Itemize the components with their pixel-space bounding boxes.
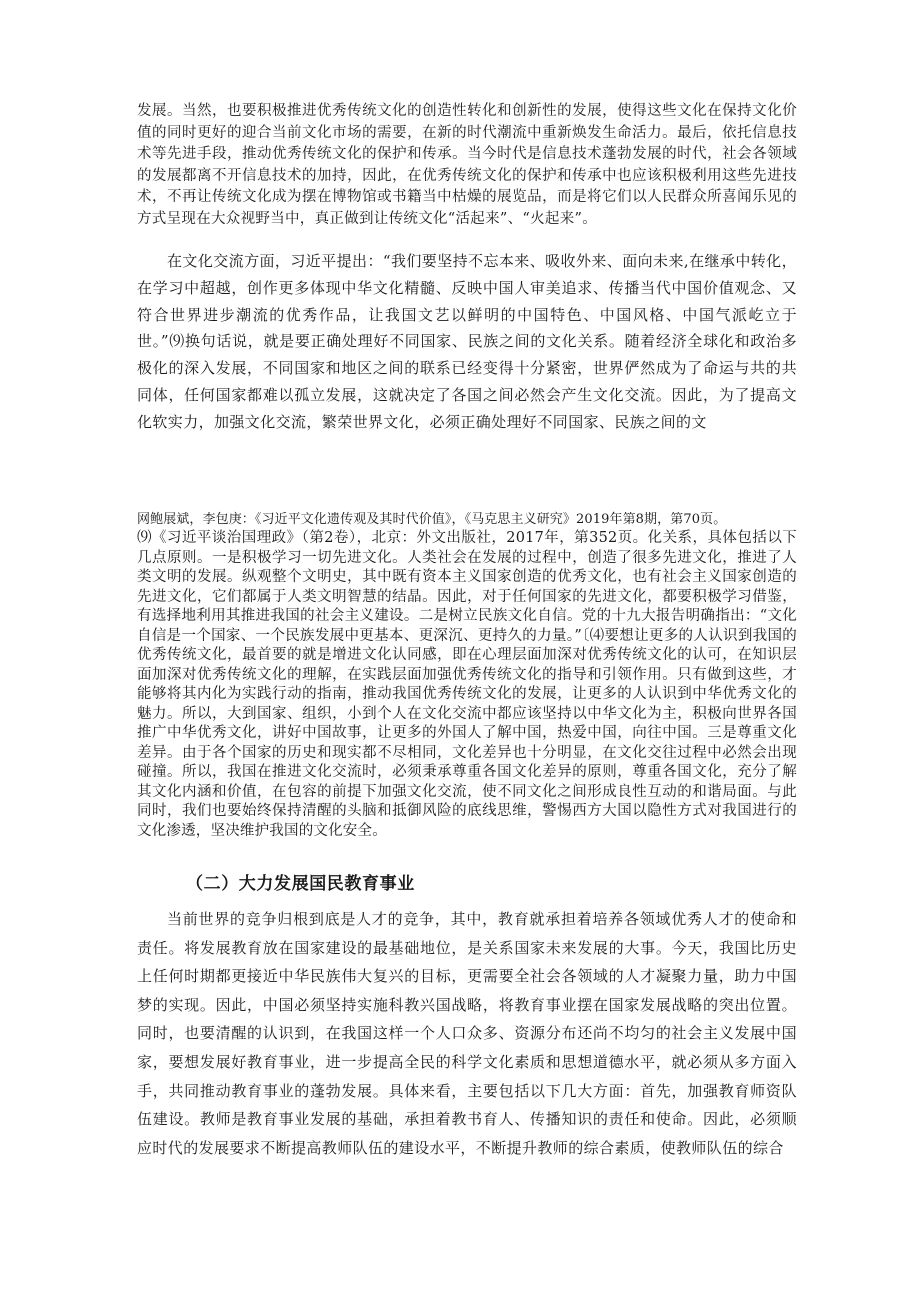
paragraph-national-education: 当前世界的竞争归根到底是人才的竞争，其中，教育就承担着培养各领域优秀人才的使命和责任。将发展教育放在国家建设的最基础地位，是关系国家未来发展的大事。今天，我国比历史上任何时期都更接近中华民族伟大复兴的目标，更需要全社会各领域的人才凝聚力量，助力中国梦的实现。因此，中国必须坚持实施科教兴国战略，将教育事业摆在国家发展战略的突出位置。同时，也要清醒的认识到，在我国这样一个人口众多、资源分布还尚不均匀的社会主义发展中国家，要想发展好教育事业，进一步提高全民的科学文化素质和思想道德水平，就必须从多方面入手，共同推动教育事业的蓬勃发展。具体来看，主要包括以下几大方面：首先，加强教育师资队伍建设。教师是教育事业发展的基础，承担着教书育人、传播知识的责任和使命。因此，必须顺应时代的发展要求不断提高教师队伍的建设水平，不断提升教师的综合素质，使教师队伍的综合 [137, 910, 797, 1157]
paragraph-traditional-culture-conclusion: 发展。当然，也要积极推进优秀传统文化的创造性转化和创新性的发展，使得这些文化在保持文化价值的同时更好的迎合当前文化市场的需要，在新的时代潮流中重新焕发生命活力。最后，依托信息技术等先进手段，推动优秀传统文化的保护和传承。当今时代是信息技术蓬勃发展的时代，社会各领域的发展都离不开信息技术的加持，因此，在优秀传统文化的保护和传承中也应该积极利用这些先进技术，不再让传统文化成为摆在博物馆或书籍当中枯燥的展览品，而是将它们以人民群众所喜闻乐见的方式呈现在大众视野当中，真正做到让传统文化“活起来”、“火起来”。 [137, 103, 797, 227]
footnote-citation: 网鲍展斌，李包庚：《习近平文化遗传观及其时代价值》，《马克思主义研究》2019年第8期，第70页。 [137, 512, 727, 527]
section-heading: （二）大力发展国民教育事业 [186, 874, 415, 894]
paragraph-cultural-exchange: 在文化交流方面，习近平提出：“我们要坚持不忘本来、吸收外来、面向未来,在继承中转化，在学习中超越，创作更多体现中华文化精髓、反映中国人审美追求、传播当代中国价值观念、又符合世界进步潮流的优秀作品，让我国文艺以鲜明的中国特色、中国风格、中国气派屹立于世。”⑼换句话说，就是要正确处理好不同国家、民族之间的文化关系。随着经济全球化和政治多极化的深入发展，不同国家和地区之间的联系已经变得十分紧密，世界俨然成为了命运与共的共同体，任何国家都难以孤立发展，这就决定了各国之间必然会产生文化交流。因此，为了提高文化软实力，加强文化交流，繁荣世界文化，必须正确处理好不同国家、民族之间的文 [137, 252, 797, 431]
paragraph-exchange-principles: ⑼《习近平谈治国理政》（第2卷），北京：外文出版社，2017年，第352页。化关系，具体包括以下几点原则。一是积极学习一切先进文化。人类社会在发展的过程中，创造了很多先进文化，推进了人类文明的发展。纵观整个文明史，其中既有资本主义国家创造的优秀文化，也有社会主义国家创造的先进文化，它们都属于人类文明智慧的结晶。因此，对于任何国家的先进文化，都要积极学习借鉴，有选择地利用其推进我国的社会主义建设。二是树立民族文化自信。党的十九大报告明确指出：“文化自信是一个国家、一个民族发展中更基本、更深沉、更持久的力量。”〔⑷要想让更多的人认识到我国的优秀传统文化，最首要的就是增进文化认同感，即在心理层面加深对优秀传统文化的认可，在知识层面加深对优秀传统文化的理解，在实践层面加强优秀传统文化的指导和引领作用。只有做到这些，才能够将其内化为实践行动的指南，推动我国优秀传统文化的发展，让更多的人认识到中华优秀文化的魅力。所以，大到国家、组织，小到个人在文化交流中都应该坚持以中华文化为主，积极向世界各国推广中华优秀文化，讲好中国故事，让更多的外国人了解中国，热爱中国，向往中国。三是尊重文化差异。由于各个国家的历史和现实都不尽相同，文化差异也十分明显，在文化交往过程中必然会出现碰撞。所以，我国在推进文化交流时，必须秉承尊重各国文化差异的原则，尊重各国文化，充分了解其文化内涵和价值，在包容的前提下加强文化交流，使不同文化之间形成良性互动的和谐局面。与此同时，我们也要始终保持清醒的头脑和抵御风险的底线思维，警惕西方大国以隐性方式对我国进行的文化渗透，坚决维护我国的文化安全。 [137, 530, 797, 839]
